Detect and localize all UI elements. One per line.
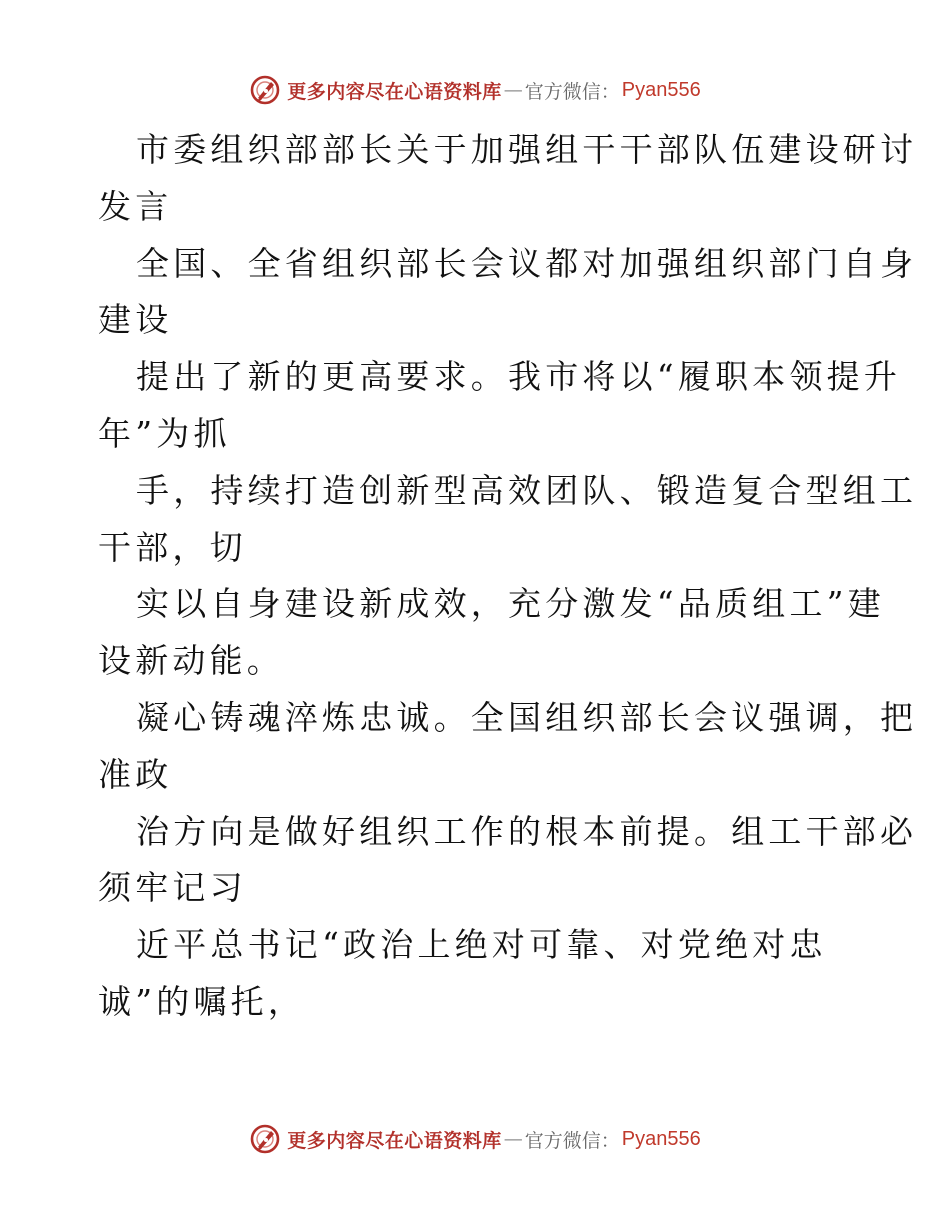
banner-main-text: 更多内容尽在心语资料库 [287,80,502,103]
banner-wechat-id: Pyan556 [621,1127,701,1150]
document-line: 设新动能。 [98,641,284,681]
document-line: 年”为抓 [98,413,231,453]
document-line: 治方向是做好组织工作的根本前提。组工干部必 [136,811,918,851]
banner-text [287,1126,701,1153]
document-line: 诚”的嘱托， [98,981,306,1021]
document-line: 提出了新的更高要求。我市将以“履职本领提升 [136,357,902,397]
document-line: 全国、全省组织部长会议都对加强组织部门自身 [136,243,918,283]
document-line: 建设 [98,300,173,340]
document-line: 干部，切 [98,527,247,567]
document-line: 近平总书记“政治上绝对可靠、对党绝对忠 [136,925,827,965]
document-line: 须牢记习 [98,868,247,908]
banner-wechat-label: 官方微信： [524,1129,620,1152]
banner-separator: — [503,1128,523,1150]
banner-wechat-label: 官方微信： [524,80,620,103]
banner-wechat-id: Pyan556 [621,78,701,101]
document-line: 手，持续打造创新型高效团队、锻造复合型组工 [136,470,918,510]
document-body [98,122,918,1031]
document-line: 市委组织部部长关于加强组干干部队伍建设研讨 [136,130,918,169]
header-banner [0,70,950,110]
document-line: 实以自身建设新成效，充分激发“品质组工”建 [136,584,885,624]
banner-text [287,77,701,104]
pen-nib-circle-icon [249,74,281,106]
footer-banner [0,1119,950,1159]
banner-main-text: 更多内容尽在心语资料库 [287,1129,502,1152]
document-line: 准政 [98,754,173,794]
banner-separator: — [503,79,523,101]
document-line: 凝心铸魂淬炼忠诚。全国组织部长会议强调，把 [136,697,918,737]
pen-nib-circle-icon [249,1123,281,1155]
document-line: 发言 [98,186,173,226]
